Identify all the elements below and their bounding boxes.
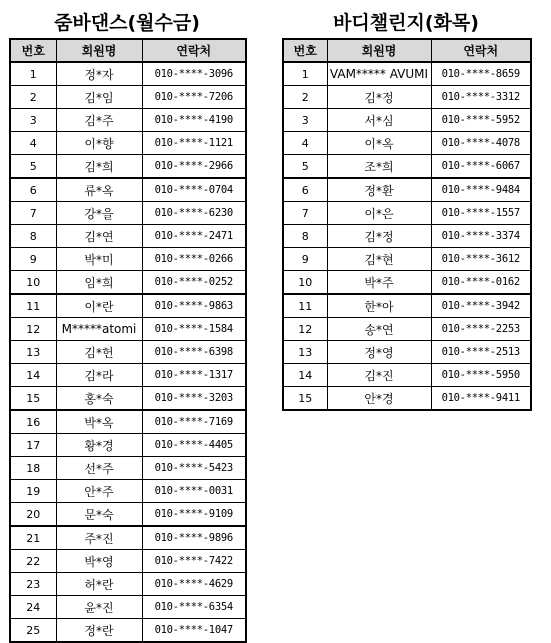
header-member-name: 회원명 xyxy=(56,39,142,62)
phone-number: 010-****-0252 xyxy=(142,271,246,295)
row-number: 12 xyxy=(10,318,56,341)
zumba-title: 줌바댄스(월수금) xyxy=(54,12,200,34)
table-row xyxy=(10,248,246,271)
table-row xyxy=(10,341,246,364)
phone-number: 010-****-9896 xyxy=(142,526,246,550)
member-name: 이*옥 xyxy=(327,132,431,155)
header-number: 번호 xyxy=(283,39,327,62)
row-number: 11 xyxy=(10,294,56,318)
member-name: 이*은 xyxy=(327,202,431,225)
member-name: 정*란 xyxy=(56,619,142,643)
table-row xyxy=(283,318,531,341)
header-contact: 연락처 xyxy=(142,39,246,62)
row-number: 13 xyxy=(10,341,56,364)
phone-number: 010-****-3096 xyxy=(142,62,246,86)
member-name: VAM***** AVUMI xyxy=(327,62,431,86)
member-name: 송*연 xyxy=(327,318,431,341)
table-row xyxy=(10,480,246,503)
member-name: 김*희 xyxy=(56,155,142,179)
phone-number: 010-****-4190 xyxy=(142,109,246,132)
phone-number: 010-****-2471 xyxy=(142,225,246,248)
row-number: 9 xyxy=(10,248,56,271)
row-number: 20 xyxy=(10,503,56,527)
phone-number: 010-****-9411 xyxy=(431,387,531,411)
phone-number: 010-****-1121 xyxy=(142,132,246,155)
row-number: 15 xyxy=(283,387,327,411)
row-number: 6 xyxy=(10,178,56,202)
table-row xyxy=(10,271,246,295)
table-row xyxy=(10,550,246,573)
phone-number: 010-****-0266 xyxy=(142,248,246,271)
phone-number: 010-****-6354 xyxy=(142,596,246,619)
phone-number: 010-****-3942 xyxy=(431,294,531,318)
member-name: 류*옥 xyxy=(56,178,142,202)
header-row xyxy=(283,39,531,62)
row-number: 12 xyxy=(283,318,327,341)
body-challenge-title: 바디챌린지(화목) xyxy=(333,12,479,34)
phone-number: 010-****-4629 xyxy=(142,573,246,596)
table-row xyxy=(283,341,531,364)
member-name: 홍*숙 xyxy=(56,387,142,411)
phone-number: 010-****-6230 xyxy=(142,202,246,225)
row-number: 6 xyxy=(283,178,327,202)
member-name: 임*희 xyxy=(56,271,142,295)
table-row xyxy=(283,364,531,387)
table-row xyxy=(10,596,246,619)
member-name: 안*주 xyxy=(56,480,142,503)
row-number: 1 xyxy=(10,62,56,86)
row-number: 9 xyxy=(283,248,327,271)
table-row xyxy=(283,155,531,179)
phone-number: 010-****-2966 xyxy=(142,155,246,179)
table-row xyxy=(10,434,246,457)
phone-number: 010-****-6067 xyxy=(431,155,531,179)
table-row xyxy=(283,225,531,248)
header-row xyxy=(10,39,246,62)
phone-number: 010-****-3203 xyxy=(142,387,246,411)
member-name: 윤*진 xyxy=(56,596,142,619)
phone-number: 010-****-3612 xyxy=(431,248,531,271)
member-name: 허*란 xyxy=(56,573,142,596)
member-name: 김*헌 xyxy=(56,341,142,364)
phone-number: 010-****-2253 xyxy=(431,318,531,341)
body-challenge-panel xyxy=(282,8,530,411)
row-number: 13 xyxy=(283,341,327,364)
row-number: 8 xyxy=(10,225,56,248)
member-name: 박*영 xyxy=(56,550,142,573)
phone-number: 010-****-5952 xyxy=(431,109,531,132)
table-row xyxy=(10,202,246,225)
phone-number: 010-****-4078 xyxy=(431,132,531,155)
member-name: 정*환 xyxy=(327,178,431,202)
member-name: 황*경 xyxy=(56,434,142,457)
row-number: 24 xyxy=(10,596,56,619)
table-row xyxy=(283,271,531,295)
table-row xyxy=(10,526,246,550)
phone-number: 010-****-3312 xyxy=(431,86,531,109)
member-name: 박*주 xyxy=(327,271,431,295)
member-name: 김*연 xyxy=(56,225,142,248)
row-number: 4 xyxy=(283,132,327,155)
zumba-panel xyxy=(9,8,245,643)
header-member-name: 회원명 xyxy=(327,39,431,62)
row-number: 10 xyxy=(283,271,327,295)
member-name: 김*진 xyxy=(327,364,431,387)
member-name: 정*자 xyxy=(56,62,142,86)
table-row xyxy=(10,364,246,387)
row-number: 2 xyxy=(10,86,56,109)
row-number: 18 xyxy=(10,457,56,480)
phone-number: 010-****-0704 xyxy=(142,178,246,202)
phone-number: 010-****-1317 xyxy=(142,364,246,387)
phone-number: 010-****-7422 xyxy=(142,550,246,573)
phone-number: 010-****-3374 xyxy=(431,225,531,248)
phone-number: 010-****-8659 xyxy=(431,62,531,86)
body-challenge-member-table xyxy=(282,38,532,411)
table-row xyxy=(10,225,246,248)
member-name: 강*을 xyxy=(56,202,142,225)
table-row xyxy=(10,318,246,341)
row-number: 5 xyxy=(10,155,56,179)
phone-number: 010-****-0031 xyxy=(142,480,246,503)
member-name: M*****atomi xyxy=(56,318,142,341)
phone-number: 010-****-1047 xyxy=(142,619,246,643)
table-row xyxy=(10,457,246,480)
table-row xyxy=(283,248,531,271)
phone-number: 010-****-5950 xyxy=(431,364,531,387)
table-row xyxy=(10,62,246,86)
phone-number: 010-****-0162 xyxy=(431,271,531,295)
member-name: 이*란 xyxy=(56,294,142,318)
row-number: 21 xyxy=(10,526,56,550)
zumba-table-body xyxy=(10,62,246,642)
member-name: 김*라 xyxy=(56,364,142,387)
row-number: 7 xyxy=(283,202,327,225)
row-number: 22 xyxy=(10,550,56,573)
table-row xyxy=(10,155,246,179)
table-row xyxy=(283,294,531,318)
phone-number: 010-****-4405 xyxy=(142,434,246,457)
row-number: 15 xyxy=(10,387,56,411)
row-number: 2 xyxy=(283,86,327,109)
table-row xyxy=(283,132,531,155)
table-row xyxy=(10,410,246,434)
row-number: 8 xyxy=(283,225,327,248)
member-name: 주*진 xyxy=(56,526,142,550)
member-name: 이*향 xyxy=(56,132,142,155)
table-row xyxy=(10,132,246,155)
table-row xyxy=(283,62,531,86)
phone-number: 010-****-6398 xyxy=(142,341,246,364)
table-row xyxy=(10,178,246,202)
row-number: 25 xyxy=(10,619,56,643)
row-number: 19 xyxy=(10,480,56,503)
phone-number: 010-****-7206 xyxy=(142,86,246,109)
row-number: 3 xyxy=(10,109,56,132)
phone-number: 010-****-7169 xyxy=(142,410,246,434)
table-row xyxy=(283,86,531,109)
member-name: 정*영 xyxy=(327,341,431,364)
row-number: 23 xyxy=(10,573,56,596)
phone-number: 010-****-2513 xyxy=(431,341,531,364)
member-name: 김*정 xyxy=(327,225,431,248)
row-number: 4 xyxy=(10,132,56,155)
row-number: 16 xyxy=(10,410,56,434)
phone-number: 010-****-1584 xyxy=(142,318,246,341)
member-name: 박*미 xyxy=(56,248,142,271)
table-row xyxy=(10,294,246,318)
member-name: 안*경 xyxy=(327,387,431,411)
member-name: 김*주 xyxy=(56,109,142,132)
member-name: 김*현 xyxy=(327,248,431,271)
header-contact: 연락처 xyxy=(431,39,531,62)
row-number: 11 xyxy=(283,294,327,318)
table-row xyxy=(10,503,246,527)
header-number: 번호 xyxy=(10,39,56,62)
phone-number: 010-****-9484 xyxy=(431,178,531,202)
member-name: 김*임 xyxy=(56,86,142,109)
phone-number: 010-****-1557 xyxy=(431,202,531,225)
member-name: 문*숙 xyxy=(56,503,142,527)
member-name: 한*아 xyxy=(327,294,431,318)
row-number: 14 xyxy=(10,364,56,387)
row-number: 17 xyxy=(10,434,56,457)
member-name: 김*정 xyxy=(327,86,431,109)
member-name: 박*옥 xyxy=(56,410,142,434)
member-name: 서*심 xyxy=(327,109,431,132)
table-row xyxy=(10,573,246,596)
table-row xyxy=(10,109,246,132)
phone-number: 010-****-9863 xyxy=(142,294,246,318)
table-row xyxy=(10,619,246,643)
table-row xyxy=(283,387,531,411)
row-number: 1 xyxy=(283,62,327,86)
member-name: 선*주 xyxy=(56,457,142,480)
table-row xyxy=(283,202,531,225)
table-row xyxy=(10,387,246,411)
member-name: 조*희 xyxy=(327,155,431,179)
row-number: 14 xyxy=(283,364,327,387)
table-row xyxy=(283,109,531,132)
row-number: 7 xyxy=(10,202,56,225)
row-number: 5 xyxy=(283,155,327,179)
row-number: 3 xyxy=(283,109,327,132)
phone-number: 010-****-9109 xyxy=(142,503,246,527)
table-row xyxy=(283,178,531,202)
zumba-member-table xyxy=(9,38,247,643)
row-number: 10 xyxy=(10,271,56,295)
body-challenge-table-body xyxy=(283,62,531,410)
phone-number: 010-****-5423 xyxy=(142,457,246,480)
table-row xyxy=(10,86,246,109)
